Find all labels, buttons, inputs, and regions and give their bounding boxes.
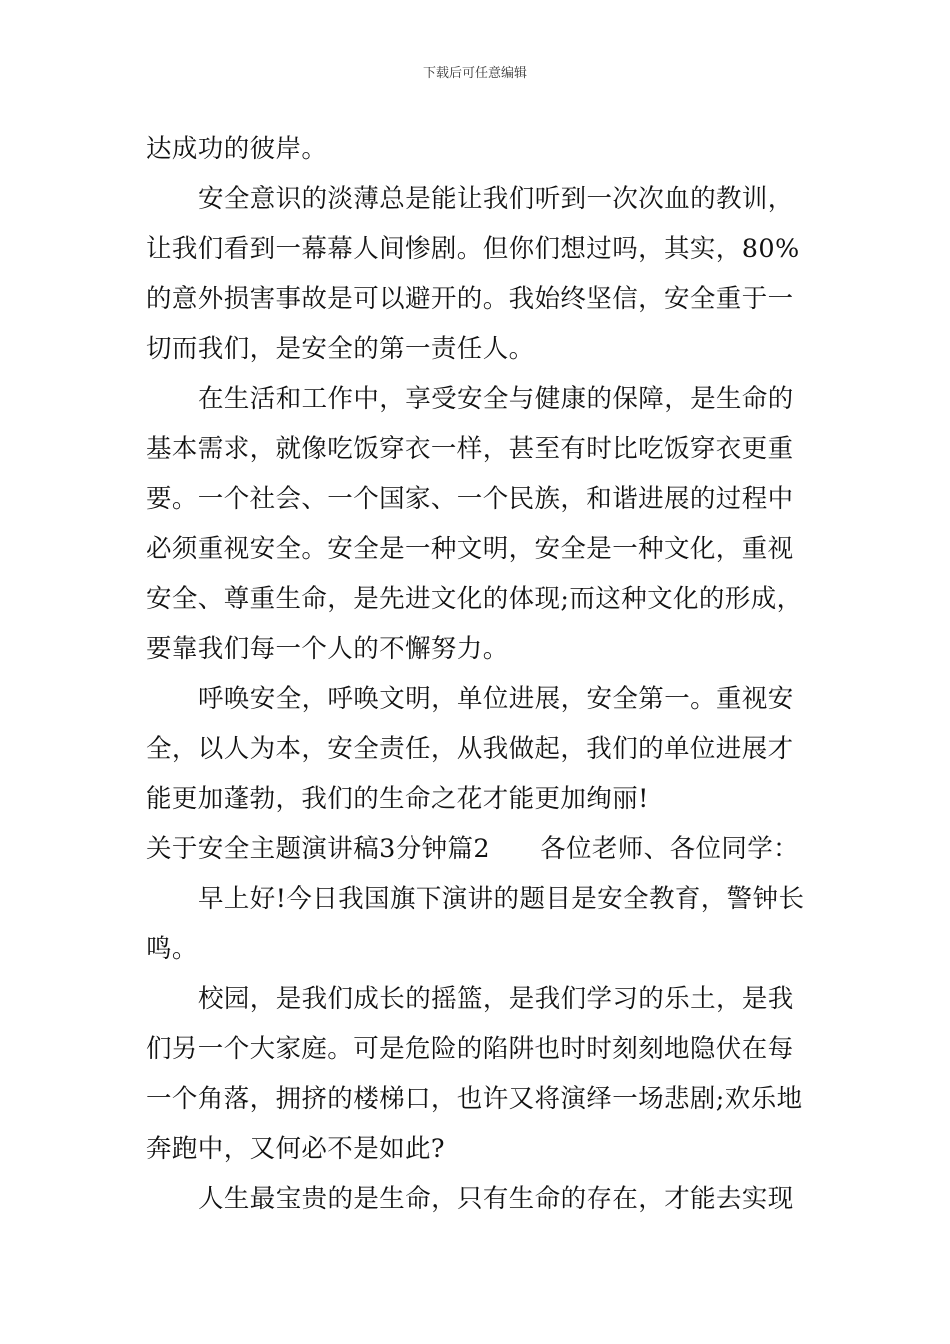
paragraph-7: 人生最宝贵的是生命，只有生命的存在，才能去实现	[198, 1184, 794, 1214]
section-heading	[146, 824, 810, 874]
paragraph-4: 呼唤安全，呼唤文明，单位进展，安全第一。重视安全，以人为本，安全责任，从我做起，我们的单位进展才能更加蓬勃，我们的生命之花才能更加绚丽!	[146, 684, 794, 814]
paragraph-1: 达成功的彼岸。	[146, 134, 328, 164]
paragraph-2: 安全意识的淡薄总是能让我们听到一次次血的教训，让我们看到一幕幕人间惨剧。但你们想过吗，其实，80%的意外损害事故是可以避开的。我始终坚信，安全重于一切而我们，是安全的第一责任人。	[146, 184, 800, 364]
section-greeting: 各位老师、各位同学：	[540, 834, 800, 864]
paragraph-5: 早上好!今日我国旗下演讲的题目是安全教育，警钟长鸣。	[146, 884, 805, 964]
page-header: 下载后可任意编辑	[422, 66, 527, 81]
paragraph-3: 在生活和工作中，享受安全与健康的保障，是生命的基本需求，就像吃饭穿衣一样，甚至有时比吃饭穿衣更重要。一个社会、一个国家、一个民族，和谐进展的过程中必须重视安全。安全是一种文明，安全是一种文化，重视安全、尊重生命，是先进文化的体现;而这种文化的形成，要靠我们每一个人的不懈努力。	[146, 384, 803, 664]
section-title: 关于安全主题演讲稿3分钟篇2	[146, 834, 491, 864]
paragraph-6: 校园，是我们成长的摇篮，是我们学习的乐土，是我们另一个大家庭。可是危险的陷阱也时时刻刻地隐伏在每一个角落，拥挤的楼梯口，也许又将演绎一场悲剧;欢乐地奔跑中，又何必不是如此?	[146, 984, 803, 1164]
document-body	[146, 124, 810, 1224]
